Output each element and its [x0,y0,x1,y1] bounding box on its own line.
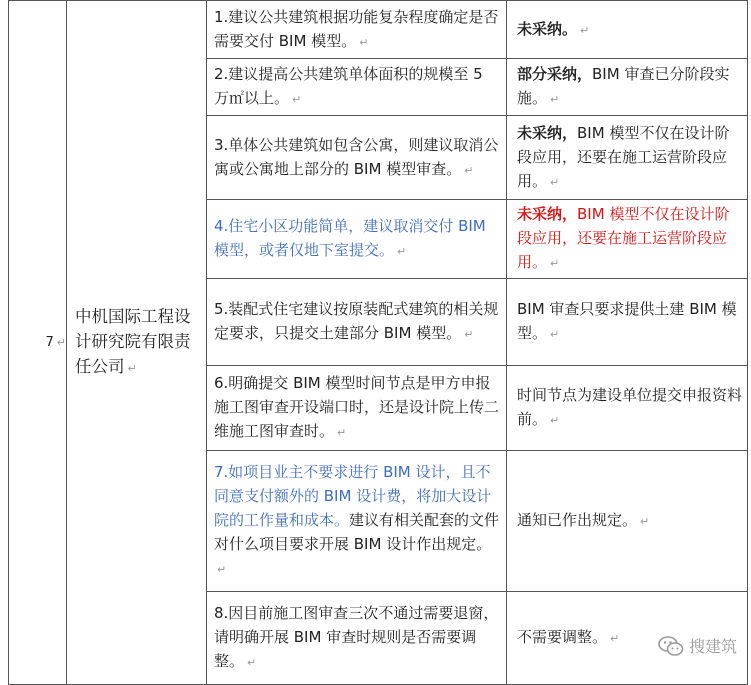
response-cell: 未采纳，BIM 模型不仅在设计阶段应用，还要在施工运营阶段应用。 ↵ [507,200,748,279]
request-text-highlight: 7.如项目业主不要求进行 BIM 设计，且不同意支付额外的 BIM 设计费，将加大设计院的工作量和成本。 [214,463,492,529]
watermark-text: 搜建筑 [688,637,737,656]
request-cell: 5.装配式住宅建议按原装配式建筑的相关规定要求，只提交土建部分 BIM 模型。 ↵ [207,279,507,366]
request-text: 3.单体公共建筑如包含公寓，则建议取消公寓或公寓地上部分的 BIM 模型审查。 [214,135,499,178]
response-status: 未采纳， [517,123,578,142]
response-text: BIM 审查已分阶段实施。 [517,65,730,107]
request-text: 8.因目前施工图审查三次不通过需要退窗，请明确开展 BIM 审查时规则是否需要调整。 [214,604,499,670]
response-status: 未采纳。 [517,19,578,38]
request-text: 1.建议公共建筑根据功能复杂程度确定是否需要交付 BIM 模型。 [214,7,499,50]
response-status: 未采纳， [517,205,578,223]
response-text: BIM 审查只要求提供土建 BIM 模型。 [517,300,737,342]
organization-cell: 中机国际工程设计研究院有限责任公司 ↵ [67,1,207,685]
request-text: 6.明确提交 BIM 模型时间节点是甲方申报施工图审查开设端口时，还是设计院上传二维施工图审查时。 [214,374,500,440]
response-cell: 不需要调整。 ↵ [507,592,748,685]
response-cell: 部分采纳，BIM 审查已分阶段实施。 ↵ [507,59,748,116]
request-cell: 8.因目前施工图审查三次不通过需要退窗，请明确开展 BIM 审查时规则是否需要调整。 ↵ [207,592,507,685]
request-text: 建议有相关配套的文件对什么项目要求开展 BIM 设计作出规定。 [214,511,500,553]
request-text: 2.建议提高公共建筑单体面积的规模至 5 万㎡以上。 [214,65,483,107]
response-cell: BIM 审查只要求提供土建 BIM 模型。 ↵ [507,279,748,366]
response-cell: 时间节点为建设单位提交申报资料前。 ↵ [507,366,748,451]
request-cell: 3.单体公共建筑如包含公寓，则建议取消公寓或公寓地上部分的 BIM 模型审查。 ↵ [207,116,507,200]
row-number: 7 [45,335,54,350]
table-row [9,1,748,59]
request-cell: 4.住宅小区功能简单，建议取消交付 BIM 模型，或者仅地下室提交。 ↵ [207,200,507,279]
response-cell: 通知已作出规定。 ↵ [507,451,748,592]
response-text: 时间节点为建设单位提交申报资料前。 [517,386,743,428]
row-number-cell: 7 ↵ [9,1,67,685]
request-cell: 7.如项目业主不要求进行 BIM 设计，且不同意支付额外的 BIM 设计费，将加大设计院的工作量和成本。建议有相关配套的文件对什么项目要求开展 BIM 设计作出规定。↵ [207,451,507,592]
response-cell: 未采纳。 ↵ [507,1,748,59]
request-cell: 1.建议公共建筑根据功能复杂程度确定是否需要交付 BIM 模型。 ↵ [207,1,507,59]
response-text: BIM 模型不仅在设计阶段应用，还要在施工运营阶段应用。 [517,205,730,271]
response-text: 通知已作出规定。 [517,511,638,529]
request-text: 5.装配式住宅建议按原装配式建筑的相关规定要求，只提交土建部分 BIM 模型。 [214,300,499,342]
feedback-table [8,0,748,685]
request-text: 4.住宅小区功能简单，建议取消交付 BIM 模型，或者仅地下室提交。 [214,217,486,259]
watermark [658,634,737,657]
request-cell: 2.建议提高公共建筑单体面积的规模至 5 万㎡以上。 ↵ [207,59,507,116]
request-cell: 6.明确提交 BIM 模型时间节点是甲方申报施工图审查开设端口时，还是设计院上传二维施工图审查时。 ↵ [207,366,507,451]
response-text: BIM 模型不仅在设计阶段应用，还要在施工运营阶段应用。 [517,123,730,190]
response-cell: 未采纳，BIM 模型不仅在设计阶段应用，还要在施工运营阶段应用。 ↵ [507,116,748,200]
organization-name: 中机国际工程设计研究院有限责任公司 [75,307,191,376]
response-status: 部分采纳， [517,65,593,83]
response-text: 不需要调整。 [517,628,608,646]
wechat-icon [658,635,684,657]
